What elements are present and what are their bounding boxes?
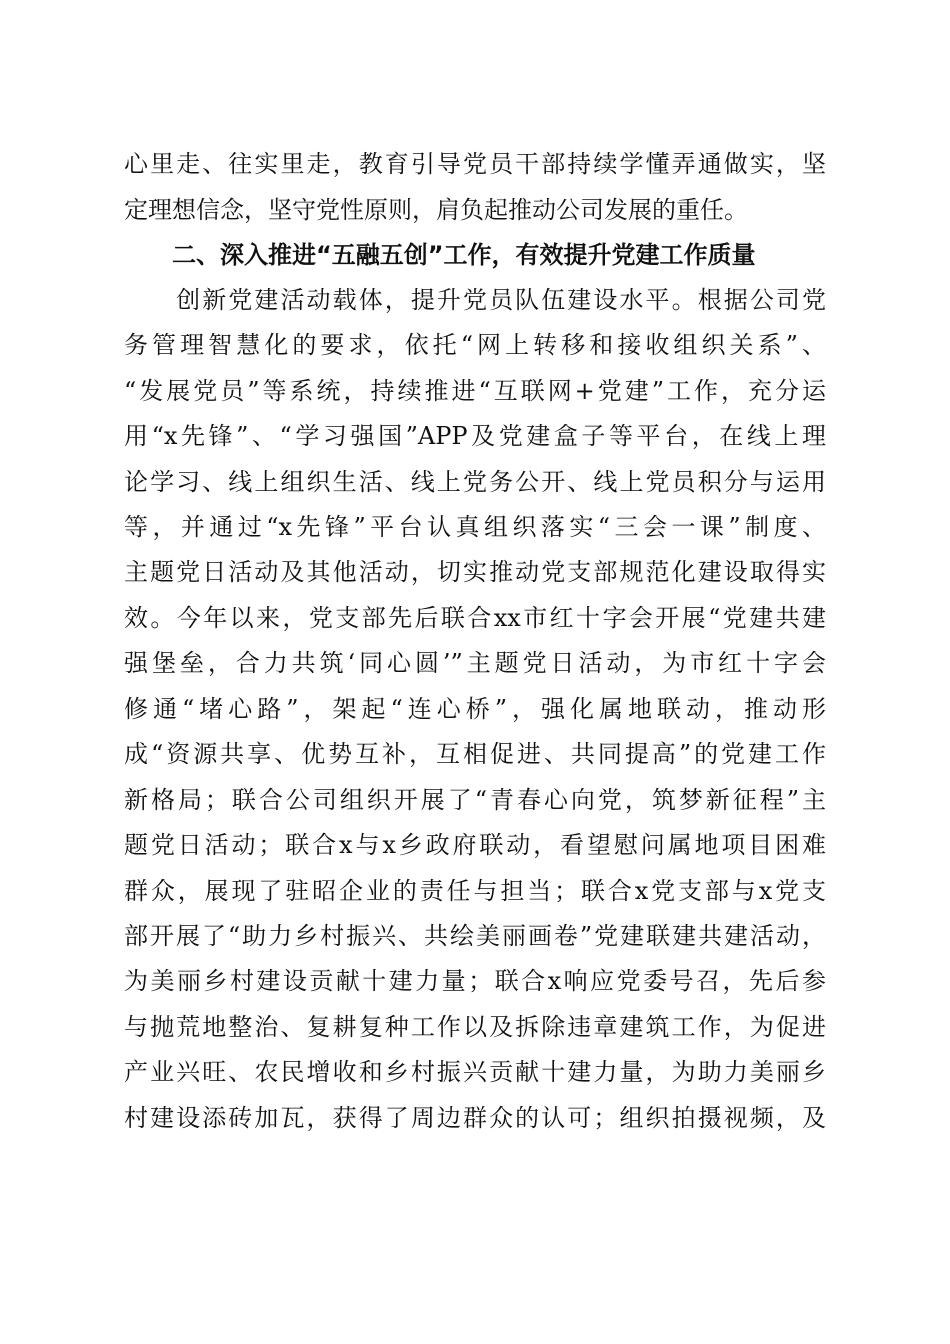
paragraph-line: 心里走、往实里走，教育引导党员干部持续学懂弄通做实，坚 [124, 150, 826, 178]
paragraph-line: 与抛荒地整治、复耕复种工作以及拆除违章建筑工作，为促进 [124, 1013, 826, 1041]
paragraph-line: 新格局；联合公司组织开展了“青春心向党，筑梦新征程”主 [124, 786, 826, 814]
paragraph-line: 等，并通过“x先锋”平台认真组织落实“三会一课”制度、 [124, 513, 826, 541]
paragraph-line: 题党日活动；联合x与x乡政府联动，看望慰问属地项目困难 [124, 831, 826, 859]
paragraph-line: 定理想信念，坚守党性原则，肩负起推动公司发展的重任。 [124, 196, 748, 224]
paragraph-line: 强堡垒，合力共筑‘同心圆’”主题党日活动，为市红十字会 [124, 649, 826, 677]
paragraph-line: 务管理智慧化的要求，依托“网上转移和接收组织关系”、 [124, 331, 826, 359]
paragraph-line: 用“x先锋”、“学习强国”APP及党建盒子等平台，在线上理 [124, 422, 826, 450]
paragraph-line: 主题党日活动及其他活动，切实推动党支部规范化建设取得实 [124, 558, 826, 586]
paragraph-line: 创新党建活动载体，提升党员队伍建设水平。根据公司党 [124, 286, 826, 314]
paragraph-line: 论学习、线上组织生活、线上党务公开、线上党员积分与运用 [124, 468, 826, 496]
paragraph-line: 效。今年以来，党支部先后联合xx市红十字会开展“党建共建 [124, 604, 826, 632]
paragraph-line: 成“资源共享、优势互补，互相促进、共同提高”的党建工作 [124, 740, 826, 768]
paragraph-line: 群众，展现了驻昭企业的责任与担当；联合x党支部与x党支 [124, 877, 826, 905]
paragraph-line: 修通“堵心路”，架起“连心桥”，强化属地联动，推动形 [124, 695, 826, 723]
paragraph-line: 村建设添砖加瓦，获得了周边群众的认可；组织拍摄视频，及 [124, 1104, 826, 1132]
paragraph-line: 为美丽乡村建设贡献十建力量；联合x响应党委号召，先后参 [124, 967, 826, 995]
paragraph-line: “发展党员”等系统，持续推进“互联网+党建”工作，充分运 [124, 377, 826, 405]
paragraph-line: 产业兴旺、农民增收和乡村振兴贡献十建力量，为助力美丽乡 [124, 1058, 826, 1086]
section-heading: 二、深入推进“五融五创”工作，有效提升党建工作质量 [172, 241, 756, 269]
paragraph-line: 部开展了“助力乡村振兴、共绘美丽画卷”党建联建共建活动， [124, 922, 826, 950]
